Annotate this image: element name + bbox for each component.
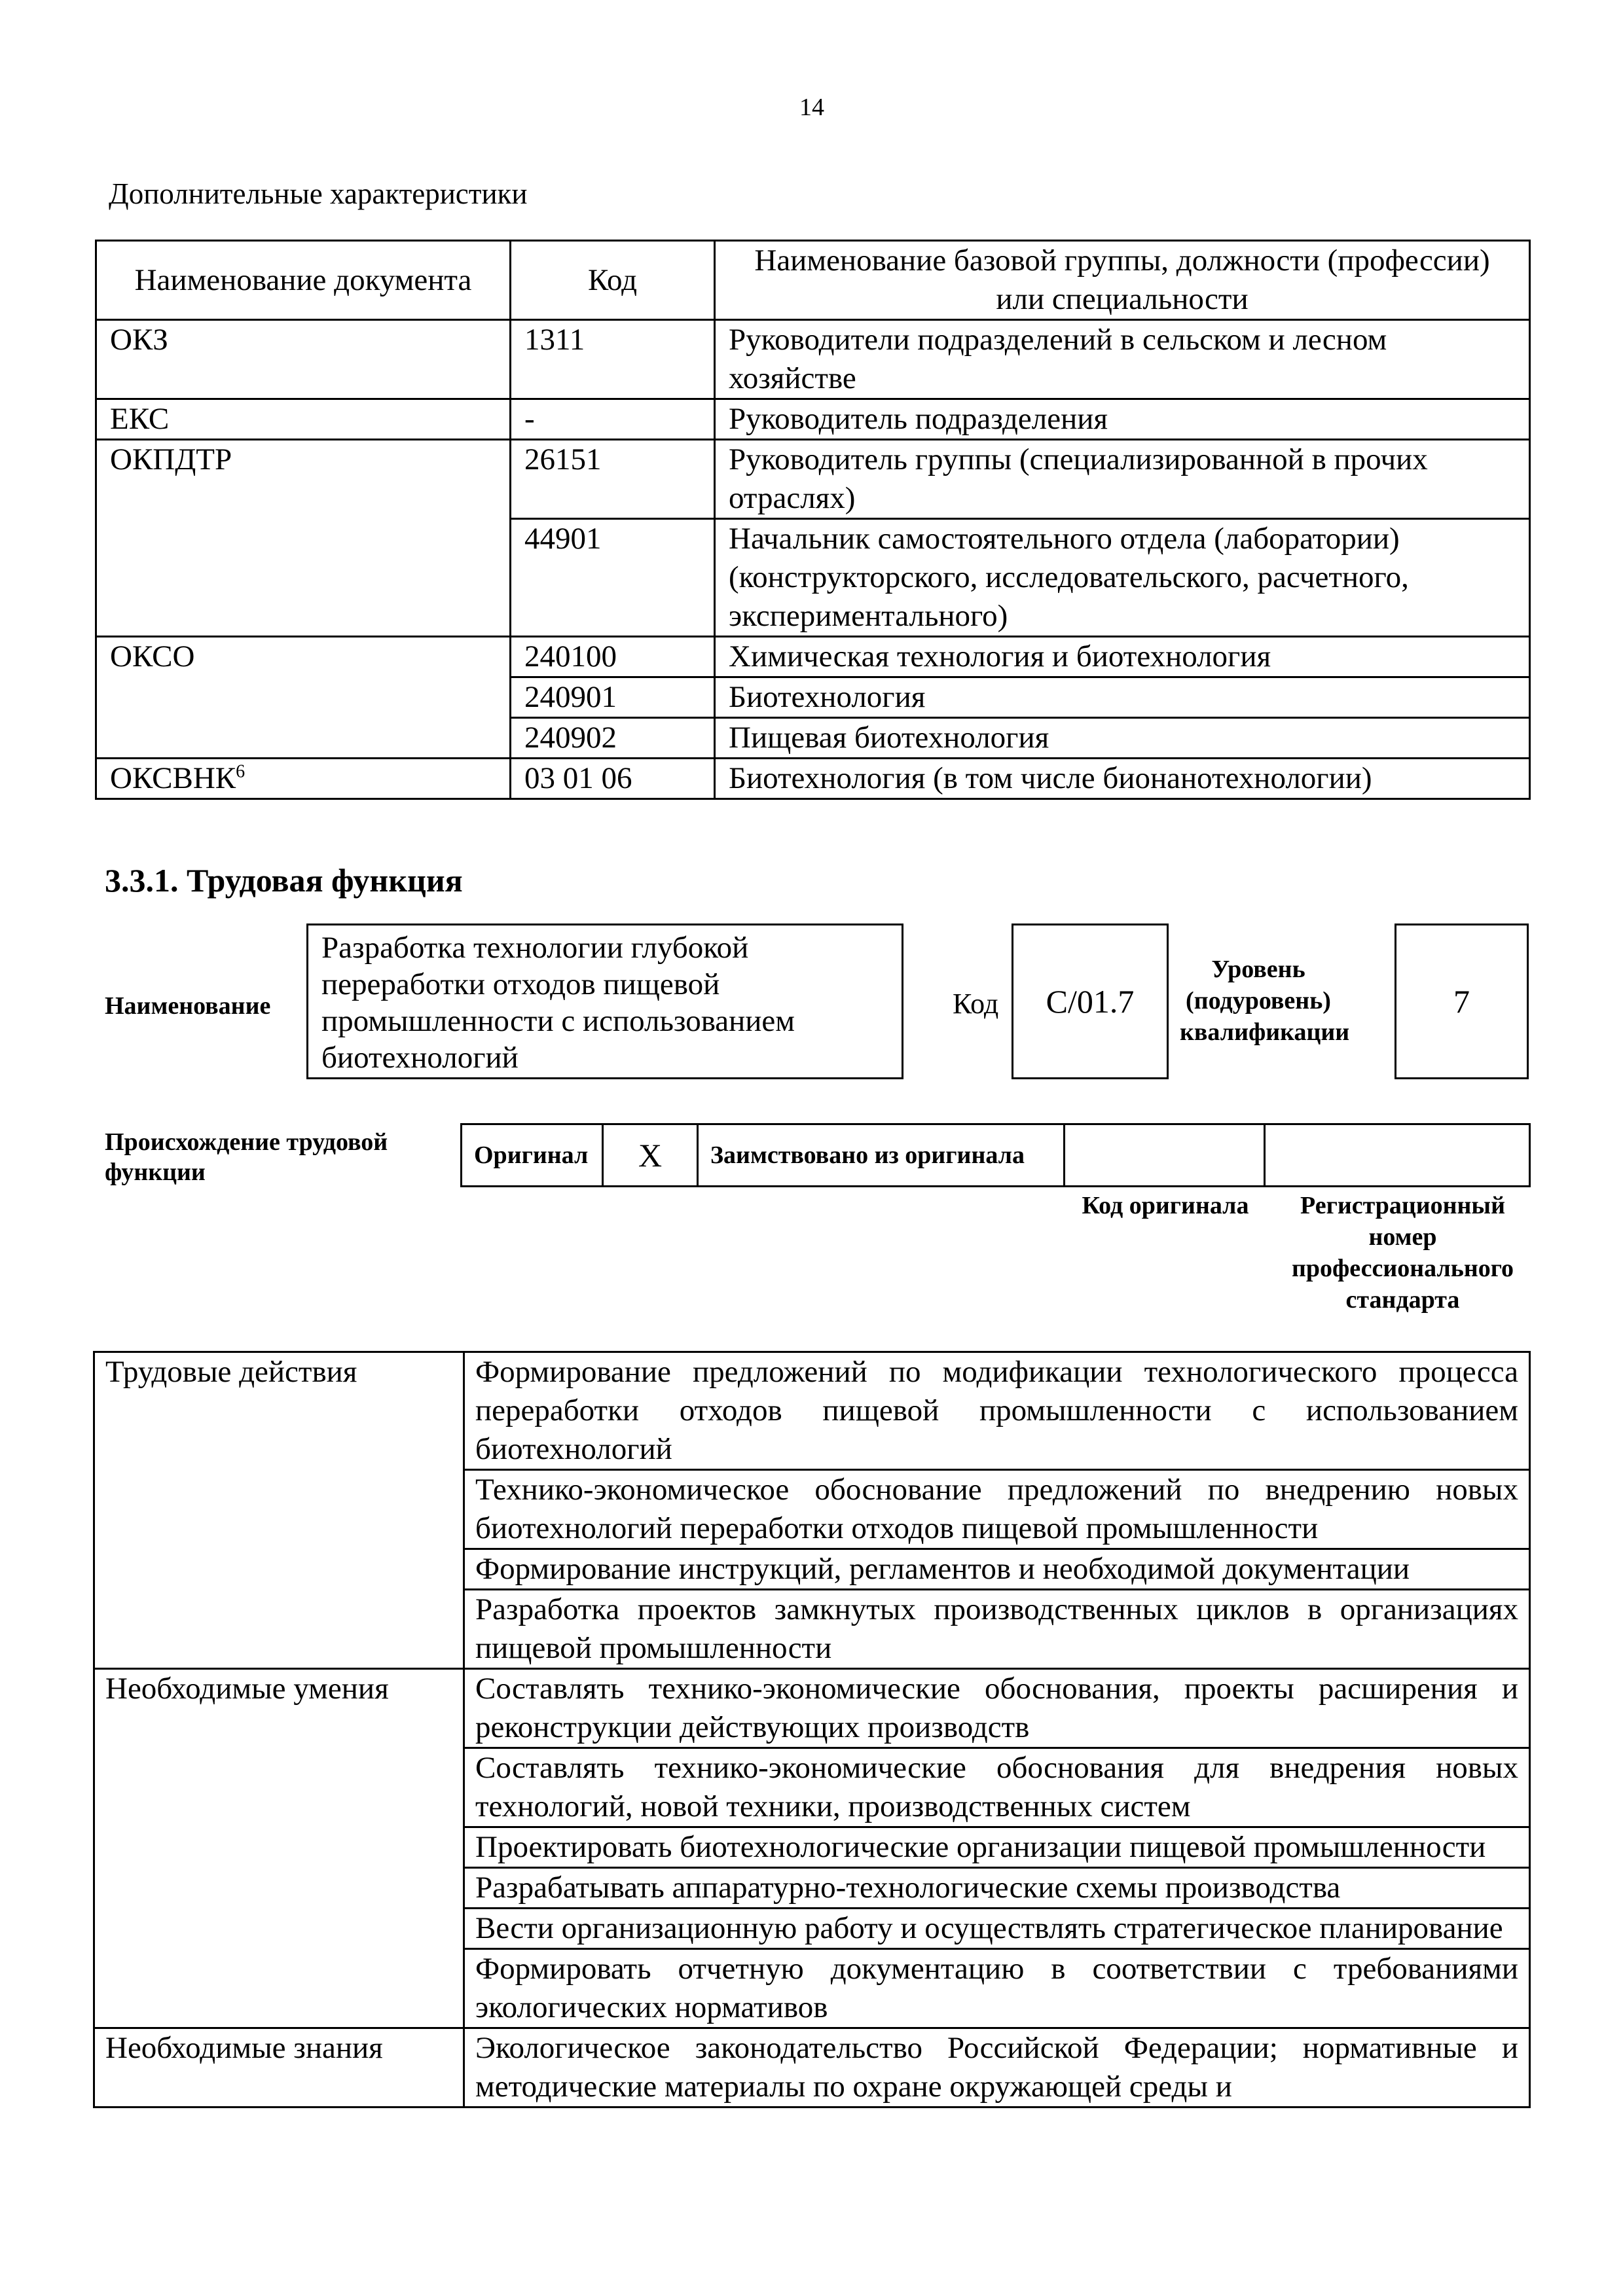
knowledge-item: Экологическое законодательство Российской Федерации; нормативные и методические материалы по охране окружающей среды и	[464, 2028, 1530, 2108]
action-item: Формирование предложений по модификации технологического процесса переработки отходов пищевой промышленности с использованием биотехнологий	[464, 1352, 1530, 1470]
function-code-box: C/01.7	[1012, 924, 1169, 1079]
origin-label: Происхождение трудовой функции	[105, 1128, 388, 1186]
footnote-ref: 6	[236, 761, 246, 782]
qualification-level-box: 7	[1395, 924, 1529, 1079]
group-name-cell: Руководители подразделений в сельском и лесном хозяйстве	[715, 320, 1530, 399]
table-row	[94, 1352, 1530, 1470]
group-name-cell: Химическая технология и биотехнология	[715, 637, 1530, 677]
table-row	[96, 399, 1530, 440]
skill-item: Формировать отчетную документацию в соответствии с требованиями экологических нормативов	[464, 1949, 1530, 2028]
origin-table	[460, 1123, 1531, 1187]
table-row	[96, 637, 1530, 677]
header-group-name: Наименование базовой группы, должности (профессии) или специальности	[715, 241, 1530, 320]
action-item: Разработка проектов замкнутых производственных циклов в организациях пищевой промышленности	[464, 1590, 1530, 1669]
qualification-level-label: Уровень (подуровень) квалификации	[1180, 956, 1350, 1046]
code-label: Код	[953, 988, 999, 1020]
labor-function-details-table	[93, 1351, 1531, 2108]
origin-borrowed-cell: Заимствовано из оригинала	[698, 1124, 1065, 1187]
function-name-box: Разработка технологии глубокой переработки отходов пищевой промышленности с использованием биотехнологий	[306, 924, 903, 1079]
table-header-row	[96, 241, 1530, 320]
knowledge-label: Необходимые знания	[94, 2028, 464, 2108]
action-item: Технико-экономическое обоснование предложений по внедрению новых биотехнологий переработки отходов пищевой промышленности	[464, 1470, 1530, 1549]
skill-item: Проектировать биотехнологические организации пищевой промышленности	[464, 1827, 1530, 1868]
table-row	[96, 440, 1530, 519]
code-cell: -	[511, 399, 715, 440]
doc-cell: ОКСО	[96, 637, 511, 759]
doc-text: ОКСВНК	[110, 761, 236, 795]
doc-cell: ОКЗ	[96, 320, 511, 399]
header-code: Код	[511, 241, 715, 320]
page-number: 14	[799, 94, 824, 121]
table-row	[94, 2028, 1530, 2108]
skills-label: Необходимые умения	[94, 1669, 464, 2028]
group-name-cell: Пищевая биотехнология	[715, 718, 1530, 759]
group-name-cell: Начальник самостоятельного отдела (лаборатории) (конструкторского, исследовательского, расчетного, экспериментального)	[715, 519, 1530, 637]
group-name-cell: Биотехнология	[715, 677, 1530, 718]
group-name-cell: Руководитель группы (специализированной в прочих отраслях)	[715, 440, 1530, 519]
header-doc-name: Наименование документа	[96, 241, 511, 320]
code-cell: 240901	[511, 677, 715, 718]
group-name-cell: Биотехнология (в том числе бионанотехнологии)	[715, 759, 1530, 799]
registration-number-caption: Регистрационный номер профессионального стандарта	[1291, 1192, 1514, 1314]
action-item: Формирование инструкций, регламентов и необходимой документации	[464, 1549, 1530, 1590]
code-cell: 240902	[511, 718, 715, 759]
code-cell: 240100	[511, 637, 715, 677]
labor-function-heading: 3.3.1. Трудовая функция	[105, 862, 463, 899]
section-caption: Дополнительные характеристики	[109, 177, 528, 210]
actions-label: Трудовые действия	[94, 1352, 464, 1669]
origin-row	[462, 1124, 1530, 1187]
doc-cell: ЕКС	[96, 399, 511, 440]
registration-number-cell	[1265, 1124, 1530, 1187]
code-cell: 26151	[511, 440, 715, 519]
table-row	[94, 1669, 1530, 1748]
skill-item: Разрабатывать аппаратурно-технологические схемы производства	[464, 1868, 1530, 1909]
code-cell: 03 01 06	[511, 759, 715, 799]
group-name-cell: Руководитель подразделения	[715, 399, 1530, 440]
skill-item: Вести организационную работу и осуществлять стратегическое планирование	[464, 1909, 1530, 1949]
code-cell: 44901	[511, 519, 715, 637]
doc-cell	[96, 759, 511, 799]
code-cell: 1311	[511, 320, 715, 399]
origin-mark-cell: X	[603, 1124, 698, 1187]
additional-characteristics-table	[95, 240, 1531, 800]
table-row	[96, 759, 1530, 799]
origin-original-cell: Оригинал	[462, 1124, 603, 1187]
name-label: Наименование	[105, 992, 271, 1020]
skill-item: Составлять технико-экономические обоснования, проекты расширения и реконструкции действующих производств	[464, 1669, 1530, 1748]
doc-cell: ОКПДТР	[96, 440, 511, 637]
original-code-cell	[1065, 1124, 1265, 1187]
original-code-caption: Код оригинала	[1082, 1192, 1249, 1219]
table-row	[96, 320, 1530, 399]
skill-item: Составлять технико-экономические обоснования для внедрения новых технологий, новой техники, производственных систем	[464, 1748, 1530, 1827]
